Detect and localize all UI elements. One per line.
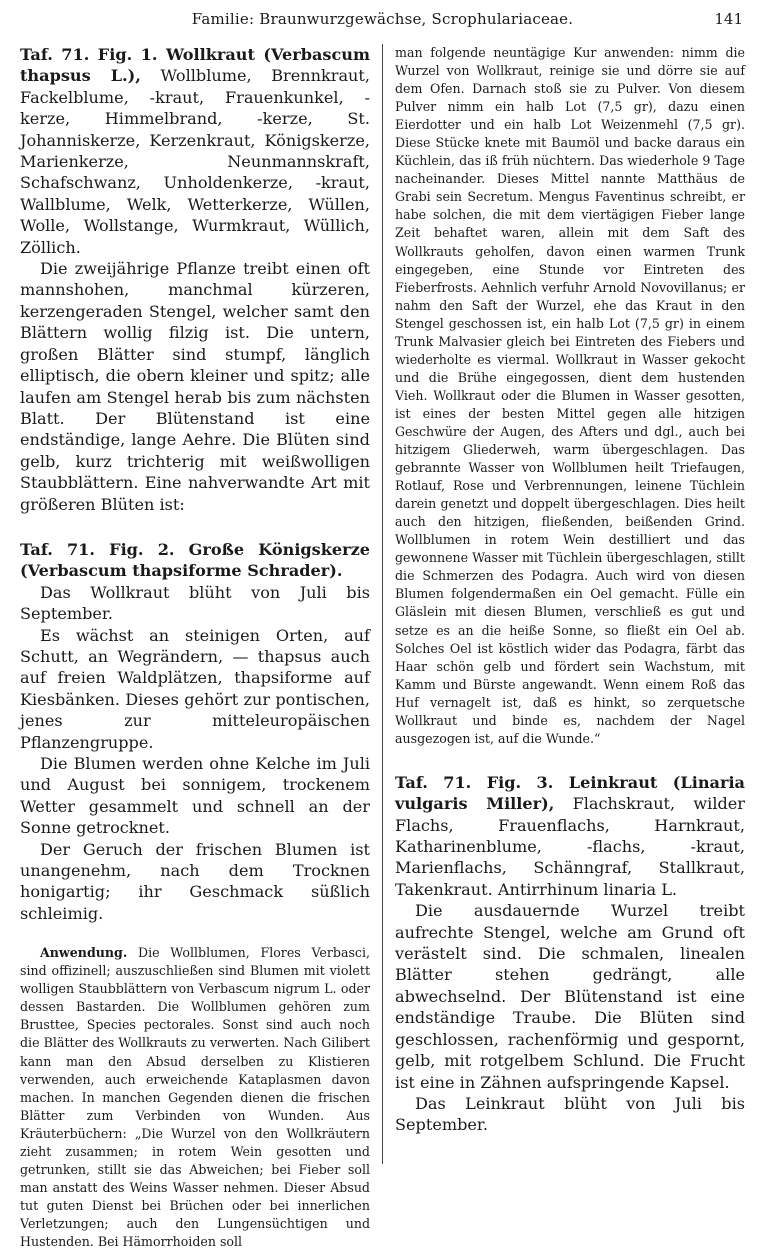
fig2-habitat: Es wächst an steinigen Orten, auf Schutt, an Wegrändern, — thapsus auch auf freien Waldplätzen, thapsiforme auf Kiesbänken. Dieses gehört zur pontischen, jenes zur mitteleuropäischen Pflanzengruppe. bbox=[20, 625, 370, 752]
fig2-harvest: Die Blumen werden ohne Kelche im Juli und August bei sonnigem, trockenem Wetter gesammelt und schnell an der Sonne getrocknet. bbox=[20, 754, 370, 838]
fig2-bloom-period: Das Wollkraut blüht von Juli bis September. bbox=[20, 582, 370, 624]
right-column bbox=[395, 44, 745, 1200]
fig2-heading: Taf. 71. Fig. 2. Große Königskerze (Verbascum thapsiforme Schrader). bbox=[20, 539, 370, 581]
fig3-description: Die ausdauernde Wurzel treibt aufrechte Stengel, welche am Grund oft verästelt sind. Die schmalen, linealen Blätter stehen gedrängt, alle abwechselnd. Der Blütenstand ist eine endständige Traube. Die Blüten sind geschlossen, rachenförmig und gespornt, gelb, mit rotgelbem Schlund. Die Frucht ist eine in Zähnen aufspringende Kapsel. bbox=[395, 901, 745, 1092]
page-number: 141 bbox=[714, 10, 743, 28]
fig1-common-names: Wollblume, Brennkraut, Fackelblume, -kraut, Frauenkunkel, -kerze, Himmelbrand, -kerze, St. Johanniskerze, Kerzenkraut, Königskerze, Marienkerze, Neunmannskraft, Schafschwanz, Unholdenkerze, -kraut, Wallblume, Welk, Wetterkerze, Wüllen, Wolle, Wollstange, Wurmkraut, Wüllich, Zöllich. bbox=[20, 66, 370, 257]
anwendung-paragraph bbox=[20, 944, 370, 1251]
fig1-entry bbox=[20, 44, 370, 258]
anwendung-text: Die Wollblumen, Flores Verbasci, sind offizinell; auszuschließen sind Blumen mit violett wolligen Staubblättern von Verbascum nigrum L. oder dessen Bastarden. Die Wollblumen gehören zum Brusttee, Species pectorales. Sonst sind auch noch die Blätter des Wollkrauts zu verwerten. Nach Gilibert kann man den Absud derselben zu Klistieren verwenden, auch erweichende Kataplasmen davon machen. In manchen Gegenden dienen die frischen Blätter zum Verbinden von Wunden. Aus Kräuterbüchern: „Die Wurzel von den Wollkräutern zieht zusammen; in rotem Wein gesotten und getrunken, stillt sie das Abweichen; bei Fieber soll man anstatt des Weins Wasser nehmen. Dieser Absud tut guten Dienst bei Brüchen oder bei innerlichen Verletzungen; auch den Lungensüchtigen und Hustenden. Bei Hämorrhoiden soll bbox=[20, 945, 370, 1249]
fig3-entry bbox=[395, 772, 745, 900]
column-divider bbox=[382, 44, 383, 1164]
anwendung-continuation: man folgende neuntägige Kur anwenden: nimm die Wurzel von Wollkraut, reinige sie und dörre sie auf dem Ofen. Darnach stoß sie zu Pulver. Von diesem Pulver nimm ein halb Lot (7,5 gr), dazu einen Eierdotter und ein halb Lot Weizenmehl (7,5 gr). Diese Stücke knete mit Baumöl und backe daraus ein Küchlein, das iß früh nüchtern. Das wiederhole 9 Tage nacheinander. Dieses Mittel nannte Matthäus de Grabi sein Secretum. Mengus Faventinus schreibt, er habe solchen, die mit dem viertägigen Fieber lange Zeit behaftet waren, allein mit dem Saft des Wollkrauts geholfen, davon einen warmen Trunk eingegeben, eine Stunde vor Eintreten des Fieberfrosts. Aehnlich verfuhr Arnold Novovillanus; er nahm den Saft der Wurzel, ehe das Kraut in den Stengel geschossen ist, ein halb Lot (7,5 gr) in einem Trunk Malvasier gleich bei Eintreten des Fiebers und wiederholte es viermal. Wollkraut in Wasser gekocht und die Brühe eingegossen, dient dem hustenden Vieh. Wollkraut oder die Blumen in Wasser gesotten, ist eines der besten Mittel gegen alle hitzigen Geschwüre der Augen, des Afters und dgl., auch bei hitzigem Gliederweh, warm übergeschlagen. Das gebrannte Wasser von Wollblumen heilt Triefaugen, Rotlauf, Rose und Verbrennungen, leinene Tüchlein darein genetzt und doppelt übergeschlagen. Dies heilt auch den hitzigen, fließenden, beißenden Grind. Wollblumen in rotem Wein destilliert und das gewonnene Wasser mit Tüchlein übergeschlagen, stillt die Schmerzen des Podagra. Auch wird von diesen Blumen folgendermaßen ein Oel gemacht. Fülle ein Gläslein mit diesen Blumen, verschließ es gut und setze es an die heiße Sonne, so fließt ein Oel ab. Solches Oel ist köstlich wider das Podagra, färbt das Haar schön gelb und fördert sein Wachstum, mit Kamm und Bürste angewandt. Wenn einem Roß das Huf vernagelt ist, daß es hinkt, so zerquetsche Wollkraut und binde es, nachdem der Nagel ausgezogen ist, auf die Wunde.“ bbox=[395, 45, 745, 746]
fig1-description: Die zweijährige Pflanze treibt einen oft mannshohen, manchmal kürzeren, kerzengeraden Stengel, welcher samt den Blättern wollig filzig ist. Die untern, großen Blätter sind stumpf, länglich elliptisch, die obern kleiner und spitz; alle laufen am Stengel herab bis zum nächsten Blatt. Der Blütenstand ist eine endständige, lange Aehre. Die Blüten sind gelb, kurz trichterig mit weißwolligen Staubblättern. Eine nahverwandte Art mit größeren Blüten ist: bbox=[20, 259, 370, 514]
left-column bbox=[20, 44, 370, 1249]
fig1-heading: Taf. 71. Fig. 1. Wollkraut (Verbascum thapsus L.), bbox=[20, 45, 370, 86]
fig3-common-names: Flachskraut, wilder Flachs, Frauenflachs, Harnkraut, Katharinenblume, -flachs, -kraut, Marienflachs, Schänngraf, Stallkraut, Takenkraut. Antirrhinum linaria L. bbox=[395, 794, 745, 899]
fig3-heading: Taf. 71. Fig. 3. Leinkraut (Linaria vulgaris Miller), bbox=[395, 772, 745, 814]
fig2-smell-taste: Der Geruch der frischen Blumen ist unangenehm, nach dem Trocknen honigartig; ihr Geschmack süßlich schleimig. bbox=[20, 839, 370, 923]
running-title: Familie: Braunwurzgewächse, Scrophulariaceae. bbox=[191, 10, 574, 28]
running-header bbox=[0, 0, 765, 38]
anwendung-label: Anwendung. bbox=[40, 945, 128, 961]
fig3-bloom-period: Das Leinkraut blüht von Juli bis September. bbox=[395, 1093, 745, 1135]
